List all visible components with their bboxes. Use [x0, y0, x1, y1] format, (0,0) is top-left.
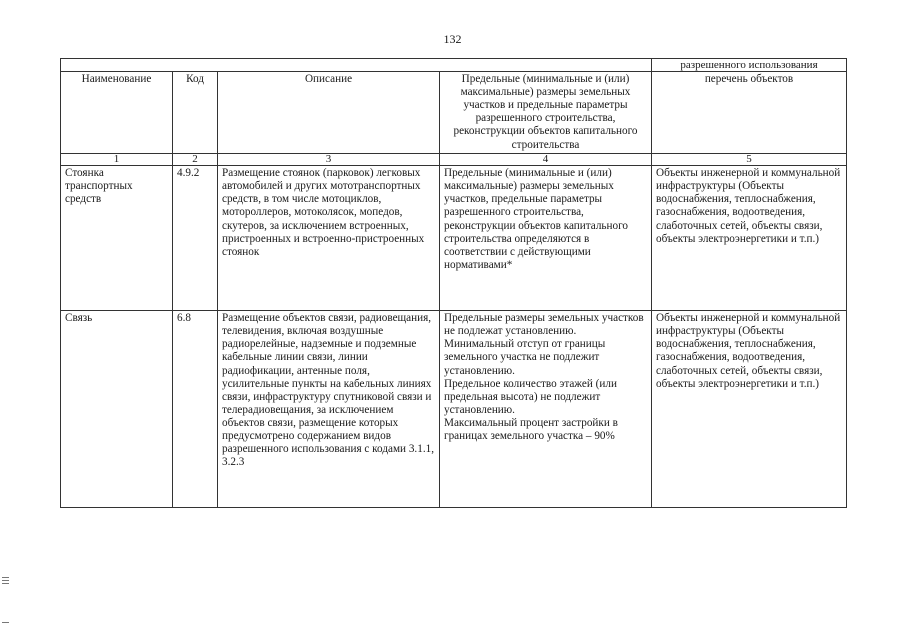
row-objects: Объекты инженерной и коммунальной инфраструктуры (Объекты водоснабжения, теплоснабжения, газоснабжения, водоотведения, слаботочных сетей, объекты связи, объекты электроэнергетики и т.п.)	[652, 311, 847, 508]
column-number: 1	[61, 153, 173, 166]
edge-mark	[2, 577, 9, 578]
params-line: Максимальный процент застройки в границах земельного участка – 90%	[444, 416, 618, 443]
row-params	[440, 311, 652, 508]
table-top-strip	[61, 59, 847, 72]
column-number-row	[61, 153, 847, 166]
params-line: Минимальный отступ от границы земельного участка не подлежит установлению.	[444, 338, 606, 377]
header-code: Код	[173, 72, 218, 154]
column-number: 3	[218, 153, 440, 166]
edge-mark	[2, 583, 9, 584]
table-row	[61, 311, 847, 508]
row-name: Стоянка транспортных средств	[61, 166, 173, 311]
edge-mark	[2, 622, 9, 623]
column-number: 2	[173, 153, 218, 166]
header-params: Предельные (минимальные и (или) максимальные) размеры земельных участков и предельные параметры разрешенного строительства, реконструкции объектов капитального строительства	[440, 72, 652, 154]
header-objects: перечень объектов	[652, 72, 847, 154]
row-code: 4.9.2	[173, 166, 218, 311]
row-code: 6.8	[173, 311, 218, 508]
params-line: Предельное количество этажей (или предельная высота) не подлежит установлению.	[444, 377, 617, 416]
page-number: 132	[443, 32, 462, 46]
column-number: 4	[440, 153, 652, 166]
top-strip-empty	[61, 59, 652, 72]
row-params: Предельные (минимальные и (или) максимальные) размеры земельных участков, предельные параметры разрешенного строительства, реконструкции объектов капитального строительства определяются в соответствии с действующими нормативами*	[440, 166, 652, 311]
top-strip-col5: разрешенного использования	[652, 59, 847, 72]
header-description: Описание	[218, 72, 440, 154]
column-number: 5	[652, 153, 847, 166]
table-row	[61, 166, 847, 311]
params-line: Предельные размеры земельных участков не подлежат установлению.	[444, 312, 644, 338]
row-objects: Объекты инженерной и коммунальной инфраструктуры (Объекты водоснабжения, теплоснабжения, газоснабжения, водоотведения, слаботочных сетей, объекты связи, объекты электроэнергетики и т.п.)	[652, 166, 847, 311]
row-description: Размещение стоянок (парковок) легковых автомобилей и других мототранспортных средств, в том числе мотоциклов, мотороллеров, мотоколясок, мопедов, скутеров, за исключением встроенных, пристроенных и встроенно-пристроенных стоянок	[218, 166, 440, 311]
edge-mark	[2, 580, 9, 581]
header-name: Наименование	[61, 72, 173, 154]
table-header-row	[61, 72, 847, 154]
row-description: Размещение объектов связи, радиовещания, телевидения, включая воздушные радиорелейные, надземные и подземные кабельные линии связи, линии радиофикации, антенные поля, усилительные пункты на кабельных линиях связи, инфраструктуру спутниковой связи и телерадиовещания, за исключением объектов связи, размещение которых предусмотрено содержанием видов разрешенного использования с кодами 3.1.1, 3.2.3	[218, 311, 440, 508]
permitted-use-table	[60, 58, 847, 508]
row-name: Связь	[61, 311, 173, 508]
